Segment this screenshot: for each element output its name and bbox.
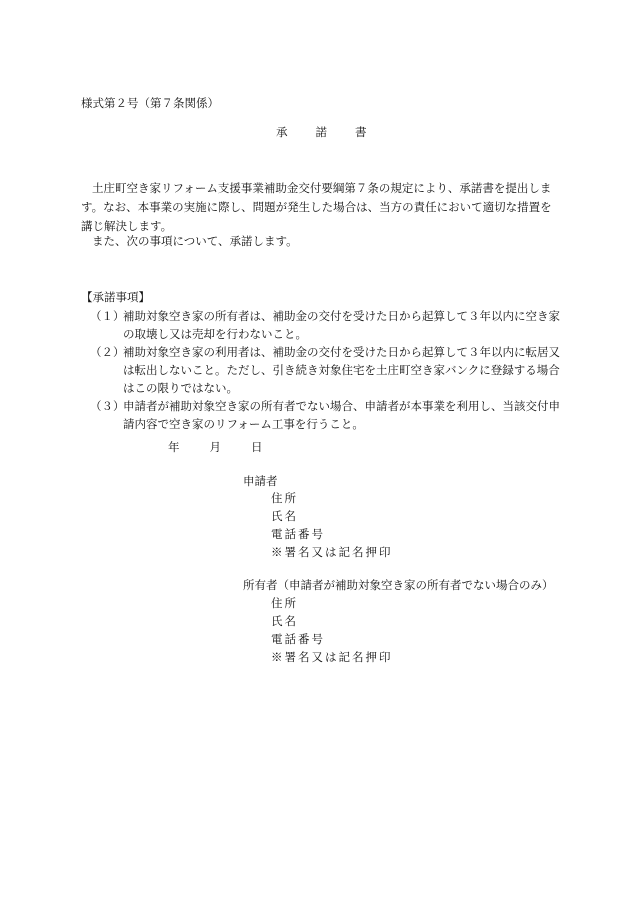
item-number: （１） [90,309,125,323]
section-heading: 【承諾事項】 [81,290,150,304]
owner-heading: 所有者（申請者が補助対象空き家の所有者でない場合のみ） [243,578,554,592]
document-title [276,124,367,140]
applicant-name-label: 氏名 [271,509,298,523]
title-char-2: 諾 [315,125,327,139]
item-text: 補助対象空き家の利用者は、補助金の交付を受けた日から起算して３年以内に転居又は転出しないこと。ただし、引き続き対象住宅を土庄町空き家バンクに登録する場合はこの限りではない。 [123,345,560,395]
date-line [168,439,263,455]
form-label: 様式第２号（第７条関係） [81,96,219,110]
consent-item-3 [90,397,570,433]
title-char-1: 承 [276,125,288,139]
applicant-signature-label: ※署名又は記名押印 [271,545,393,559]
applicant-heading: 申請者 [243,474,278,488]
owner-signature-label: ※署名又は記名押印 [271,650,393,664]
item-number: （２） [90,345,125,359]
day-label: 日 [251,440,263,454]
item-text: 申請者が補助対象空き家の所有者でない場合、申請者が本事業を利用し、当該交付申請内容で空き家のリフォーム工事を行うこと。 [123,399,560,431]
year-label: 年 [168,440,180,454]
title-char-3: 書 [355,125,367,139]
month-label: 月 [209,440,221,454]
owner-name-label: 氏名 [271,614,298,628]
item-text: 補助対象空き家の所有者は、補助金の交付を受けた日から起算して３年以内に空き家の取壊し又は売却を行わないこと。 [123,309,560,341]
owner-phone-label: 電話番号 [271,632,325,646]
owner-address-label: 住所 [271,596,298,610]
applicant-address-label: 住所 [271,491,298,505]
item-number: （３） [90,399,125,413]
applicant-phone-label: 電話番号 [271,527,325,541]
consent-paragraph: また、次の事項について、承諾します。 [92,234,298,248]
intro-paragraph: 土庄町空き家リフォーム支援事業補助金交付要綱第７条の規定により、承諾書を提出します。なお、本事業の実施に際し、問題が発生した場合は、当方の責任において適切な措置を講じ解決します。 [81,181,552,233]
consent-item-1 [90,307,570,343]
consent-item-2 [90,343,570,397]
